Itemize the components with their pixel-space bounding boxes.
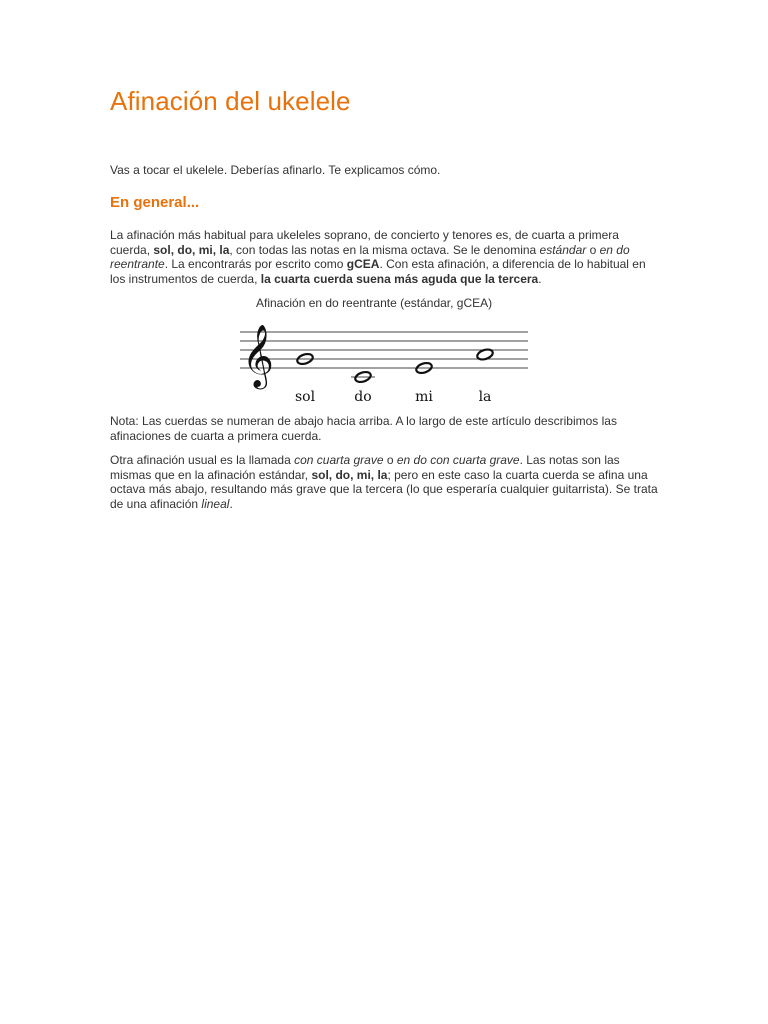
text-run-bold: sol, do, mi, la — [311, 467, 388, 482]
text-run-normal: o — [383, 453, 397, 467]
text-run-bold: la cuarta cuerda suena más aguda que la tercera — [260, 271, 539, 286]
notes-layer — [295, 348, 494, 405]
text-run-normal: . Las notas son las mismas que en la afinación estándar, — [110, 453, 620, 482]
text-run-italic: en do reentrante — [110, 242, 630, 271]
text-run-normal: ; pero en este caso la cuarta cuerda se afina una octava más abajo, resultando más grave que la tercera (lo que esperaría cualquier guitarrista). Se trata de una afinación — [110, 467, 658, 511]
note-sol — [295, 352, 316, 405]
staff-figure — [236, 312, 536, 407]
text-run-normal: . — [229, 496, 233, 511]
music-staff — [236, 312, 536, 407]
note-label: do — [354, 389, 372, 405]
text-run-italic: lineal — [201, 496, 230, 511]
figure-caption: Afinación en do reentrante (estándar, gCEA) — [256, 296, 493, 310]
note-do — [351, 370, 375, 405]
text-run-italic: en do con cuarta grave — [396, 453, 520, 467]
text-run-normal: o — [586, 242, 600, 257]
paragraph-low-g-tuning — [110, 453, 660, 511]
text-run-italic: estándar — [539, 242, 587, 257]
text-run-normal: . — [538, 271, 542, 286]
text-run-normal: Otra afinación usual es la llamada — [110, 453, 295, 467]
text-run-normal: , con todas las notas en la misma octava. Se le denomina — [229, 242, 540, 257]
text-run-normal: . La encontrarás por escrito como — [164, 257, 347, 271]
page-title: Afinación del ukelele — [110, 86, 351, 116]
section-heading: En general... — [110, 194, 200, 211]
text-run-normal: La afinación más habitual para ukeleles soprano, de concierto y tenores es, de cuarta a primera cuerda, — [110, 228, 619, 257]
note-label: sol — [294, 389, 316, 405]
paragraph-standard-tuning — [110, 228, 660, 286]
text-run-italic: con cuarta grave — [294, 453, 384, 467]
paragraph-note: Nota: Las cuerdas se numeran de abajo hacia arriba. A lo largo de este artículo describimos las afinaciones de cuarta a primera cuerda. — [110, 414, 617, 443]
intro-text: Vas a tocar el ukelele. Deberías afinarlo. Te explicamos cómo. — [110, 163, 441, 177]
text-run-bold: gCEA — [346, 257, 380, 271]
note-label: mi — [415, 389, 433, 405]
note-label: la — [478, 389, 492, 405]
text-run-bold: sol, do, mi, la — [153, 242, 230, 257]
note-la — [476, 348, 494, 405]
text-run-normal: . Con esta afinación, a diferencia de lo habitual en los instrumentos de cuerda, — [110, 257, 646, 286]
treble-clef-icon: 𝄞 — [242, 324, 274, 387]
